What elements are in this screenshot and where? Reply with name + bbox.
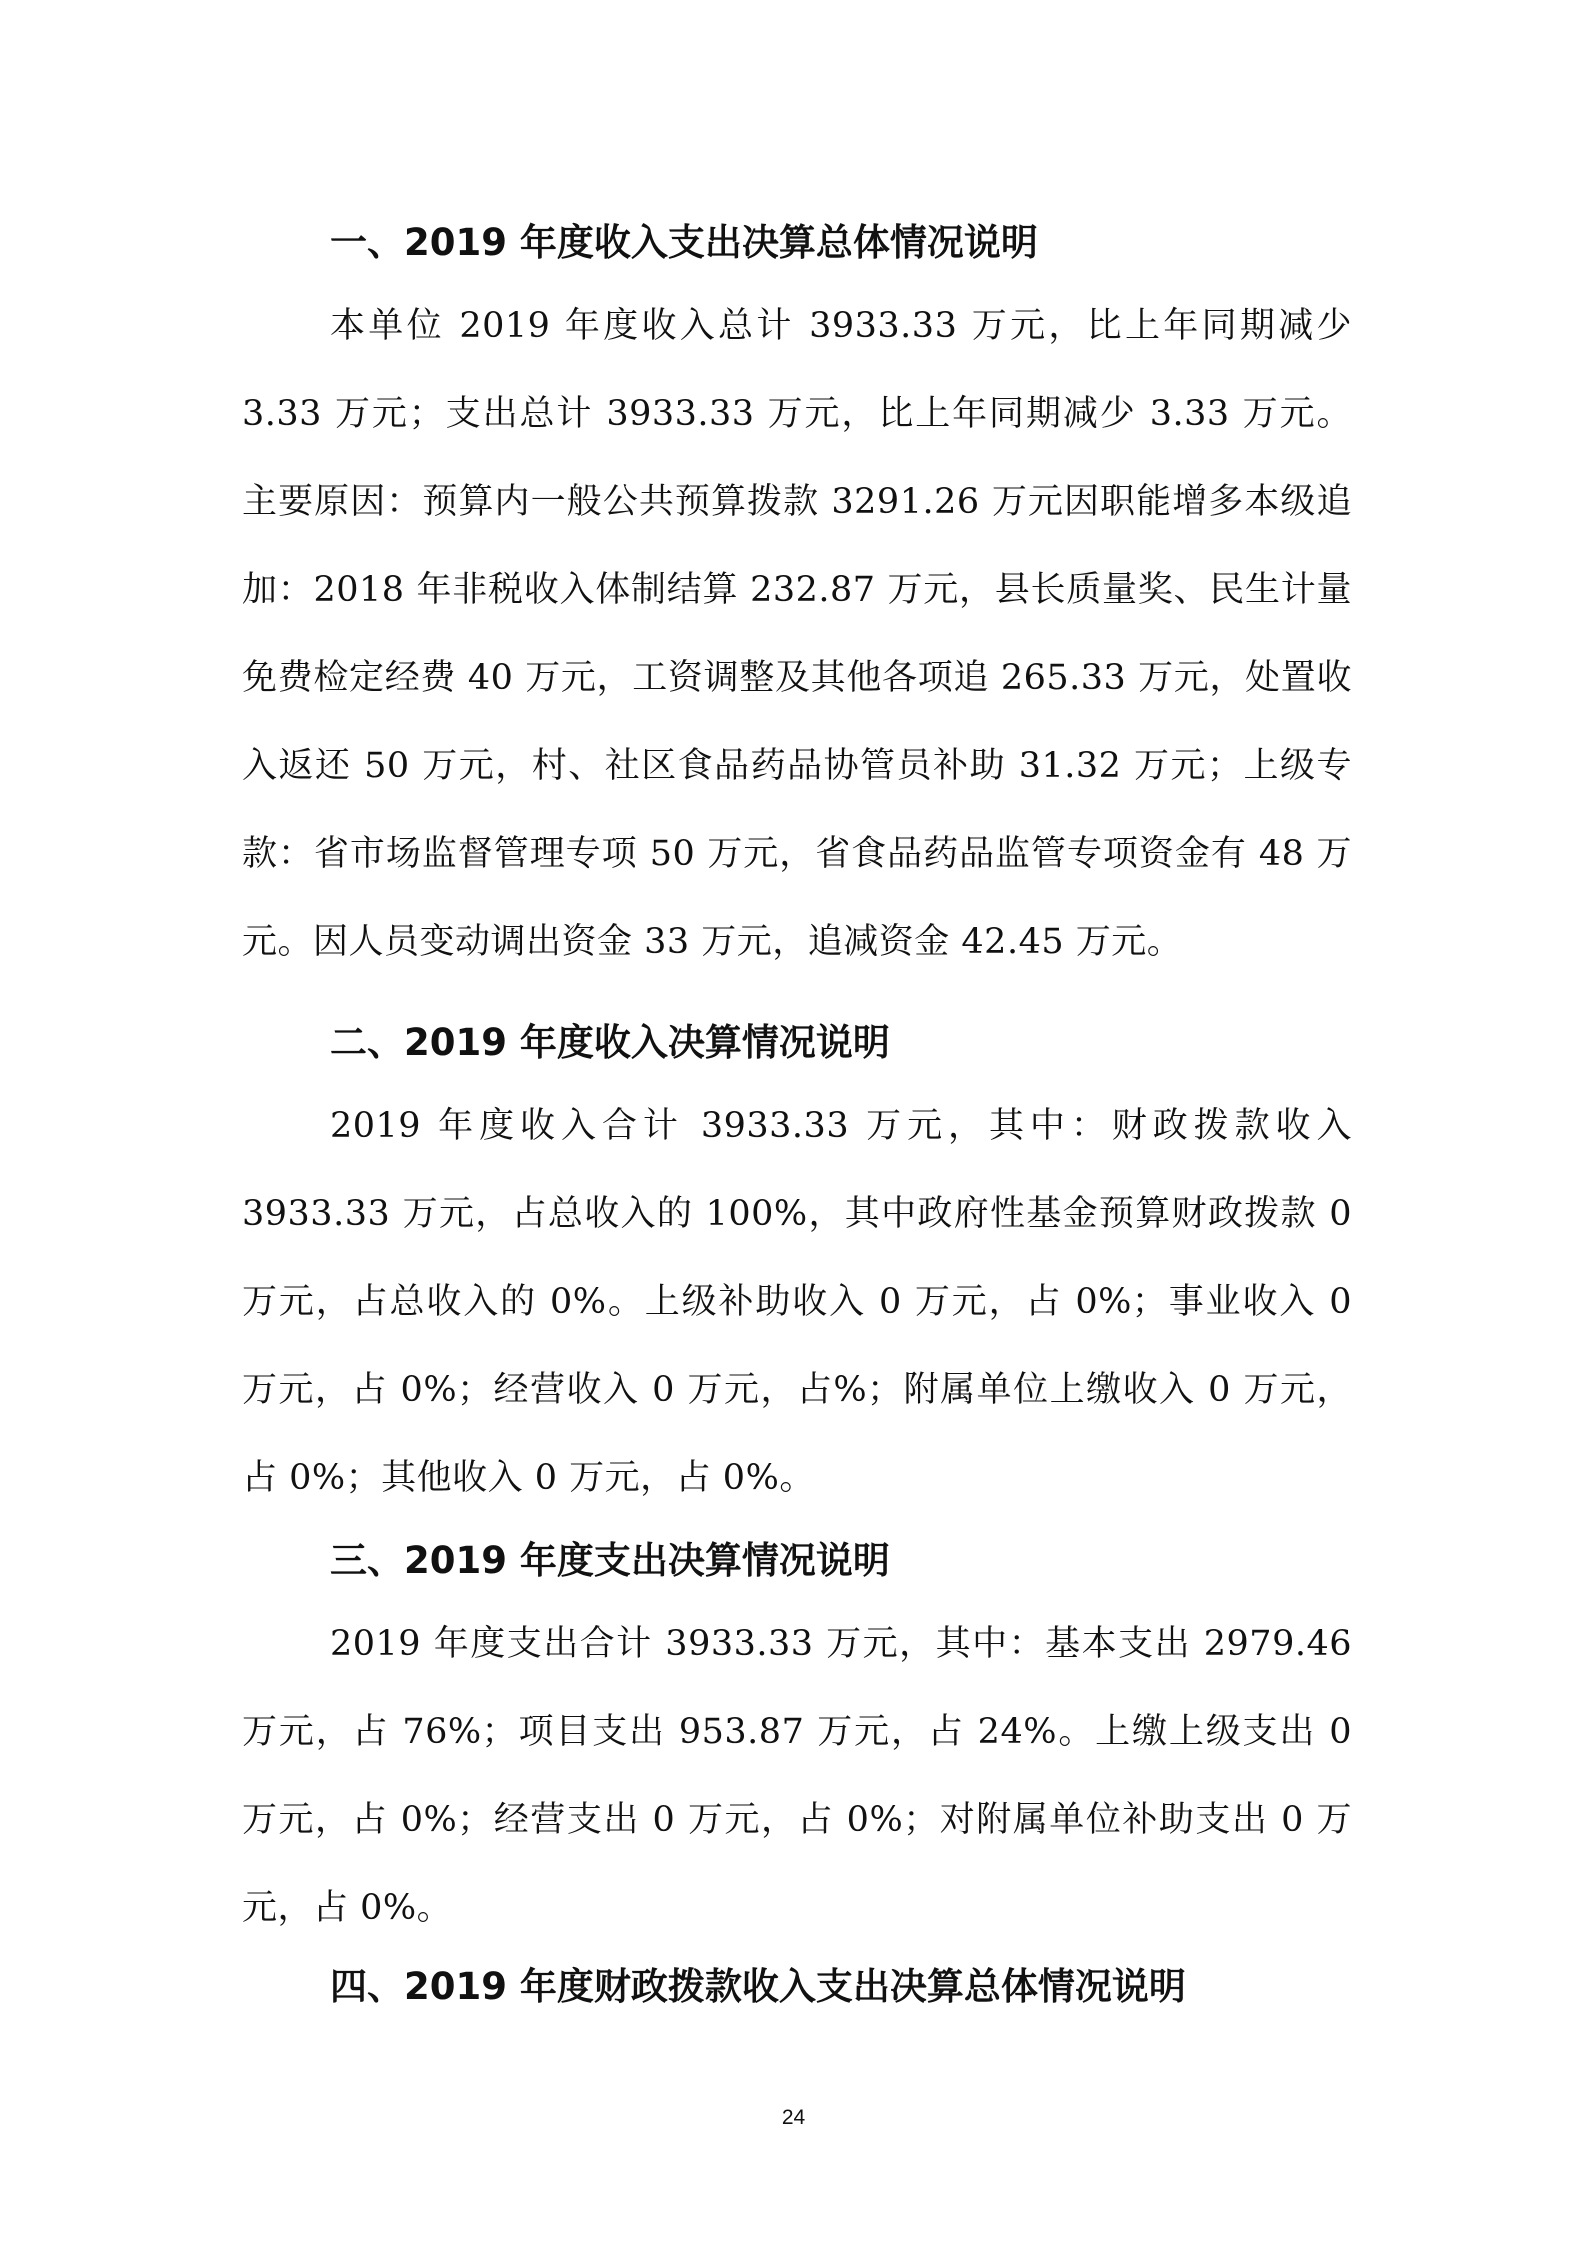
section-2-body: 2019 年度收入合计 3933.33 万元，其中：财政拨款收入 3933.33 万元，占总收入的 100%，其中政府性基金预算财政拨款 0 万元，占总收入的 0%。上级补助收入 0 万元，占 0%；事业收入 0 万元，占 0%；经营收入 0 万元，占%；附属单位上缴收入 0 万元，占 0%；其他收入 0 万元，占 0%。 xyxy=(242,1106,1352,1498)
section-2-heading: 二、2019 年度收入决算情况说明 xyxy=(330,1021,890,1064)
section-3-body: 2019 年度支出合计 3933.33 万元，其中：基本支出 2979.46 万元，占 76%；项目支出 953.87 万元，占 24%。上缴上级支出 0 万元，占 0%；经营支出 0 万元，占 0%；对附属单位补助支出 0 万元，占 0%。 xyxy=(242,1624,1352,1928)
section-1-heading: 一、2019 年度收入支出决算总体情况说明 xyxy=(330,221,1038,264)
section-4-heading: 四、2019 年度财政拨款收入支出决算总体情况说明 xyxy=(330,1965,1186,2008)
page-number: 24 xyxy=(781,2106,806,2129)
section-1-body: 本单位 2019 年度收入总计 3933.33 万元，比上年同期减少 3.33 万元；支出总计 3933.33 万元，比上年同期减少 3.33 万元。主要原因：预算内一般公共预算拨款 3291.26 万元因职能增多本级追加：2018 年非税收入体制结算 232.87 万元，县长质量奖、民生计量免费检定经费 40 万元，工资调整及其他各项追 265.33 万元，处置收入返还 50 万元，村、社区食品药品协管员补助 31.32 万元；上级专款：省市场监督管理专项 50 万元，省食品药品监管专项资金有 48 万元。因人员变动调出资金 33 万元，追减资金 42.45 万元。 xyxy=(242,306,1352,962)
section-3-heading: 三、2019 年度支出决算情况说明 xyxy=(330,1539,890,1582)
